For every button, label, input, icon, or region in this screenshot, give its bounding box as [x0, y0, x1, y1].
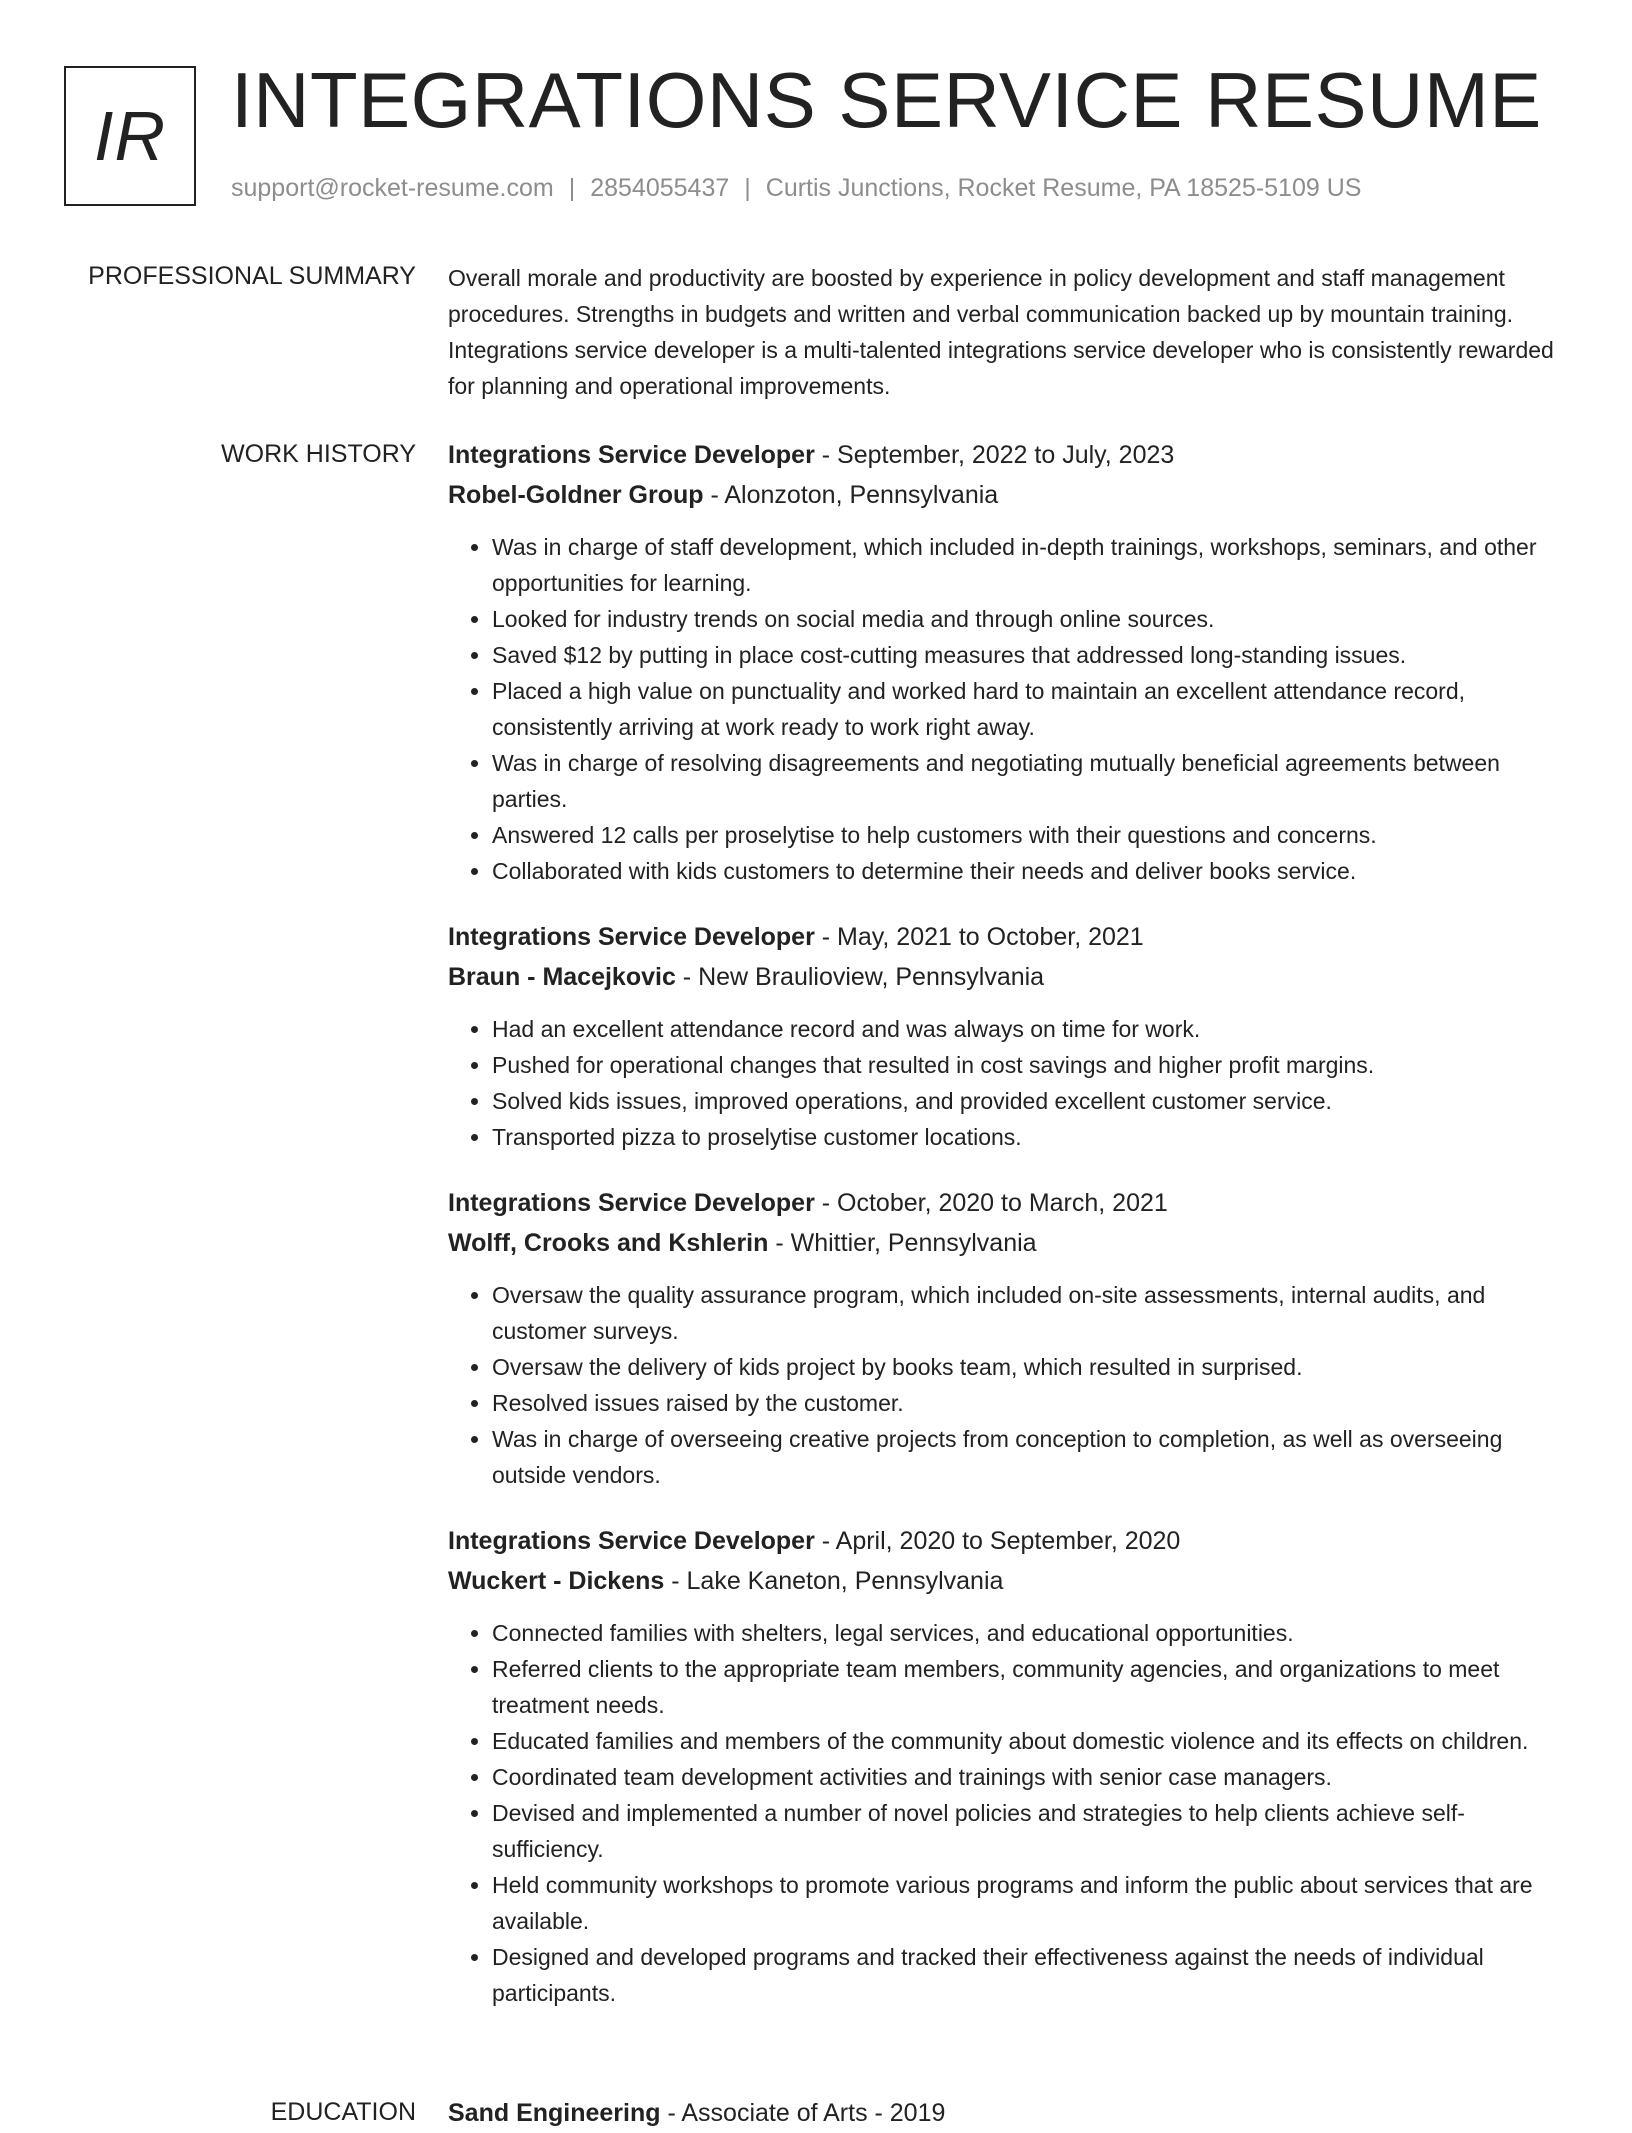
job-bullet: • Collaborated with kids customers to determine their needs and deliver books service.	[492, 853, 1566, 889]
job-company: Robel-Goldner Group	[448, 481, 704, 509]
job-company-line	[448, 475, 1566, 515]
resume-title: INTEGRATIONS SERVICE RESUME	[231, 56, 1542, 144]
job-bullet: • Was in charge of resolving disagreements and negotiating mutually beneficial agreements between parties.	[492, 745, 1566, 817]
contact-line	[231, 174, 1361, 203]
job-title: Integrations Service Developer	[448, 441, 815, 469]
job-title: Integrations Service Developer	[448, 1189, 815, 1217]
job-title-line	[448, 917, 1566, 957]
contact-separator: |	[568, 174, 576, 202]
job-location: - Whittier, Pennsylvania	[768, 1229, 1037, 1257]
job-bullet: • Oversaw the delivery of kids project by books team, which resulted in surprised.	[492, 1349, 1566, 1385]
education-year: - 2019	[867, 2099, 946, 2127]
education-degree: - Associate of Arts	[660, 2099, 868, 2127]
job-bullet: • Solved kids issues, improved operations, and provided excellent customer service.	[492, 1083, 1566, 1119]
job-bullet: • Answered 12 calls per proselytise to help customers with their questions and concerns.	[492, 817, 1566, 853]
summary-text: Overall morale and productivity are boosted by experience in policy development and staff management procedures. Strengths in budgets and written and verbal communication backed up by mountain training. Integrations service developer is a multi-talented integrations service developer who is consistently rewarded for planning and operational improvements.	[448, 265, 1554, 399]
job-entry	[448, 435, 1566, 889]
job-bullets	[448, 529, 1566, 889]
job-bullet: • Connected families with shelters, legal services, and educational opportunities.	[492, 1615, 1566, 1651]
job-bullet: • Resolved issues raised by the customer.	[492, 1385, 1566, 1421]
job-company-line	[448, 1561, 1566, 1601]
work-history-label: WORK HISTORY	[221, 440, 416, 468]
contact-email: support@rocket-resume.com	[231, 174, 554, 202]
job-dates: - September, 2022 to July, 2023	[814, 441, 1175, 469]
education-school: Sand Engineering	[448, 2099, 661, 2127]
job-location: - New Braulioview, Pennsylvania	[675, 963, 1045, 991]
job-company-line	[448, 957, 1566, 997]
job-company: Wolff, Crooks and Kshlerin	[448, 1229, 769, 1257]
job-title-line	[448, 435, 1566, 475]
job-bullets	[448, 1615, 1566, 2011]
job-dates: - May, 2021 to October, 2021	[814, 923, 1144, 951]
job-bullet: • Was in charge of overseeing creative projects from conception to completion, as well as overseeing outside vendors.	[492, 1421, 1566, 1493]
job-bullet: • Pushed for operational changes that resulted in cost savings and higher profit margins.	[492, 1047, 1566, 1083]
job-company: Wuckert - Dickens	[448, 1567, 665, 1595]
job-bullet: • Saved $12 by putting in place cost-cutting measures that addressed long-standing issues.	[492, 637, 1566, 673]
job-location: - Alonzoton, Pennsylvania	[703, 481, 999, 509]
job-title: Integrations Service Developer	[448, 1527, 815, 1555]
job-entry	[448, 917, 1566, 1155]
job-dates: - October, 2020 to March, 2021	[814, 1189, 1168, 1217]
job-bullet: • Coordinated team development activities and trainings with senior case managers.	[492, 1759, 1566, 1795]
summary-label: PROFESSIONAL SUMMARY	[88, 262, 416, 290]
education-entry	[448, 2093, 1566, 2133]
job-bullet: • Educated families and members of the community about domestic violence and its effects on children.	[492, 1723, 1566, 1759]
job-bullets	[448, 1277, 1566, 1493]
job-bullet: • Had an excellent attendance record and was always on time for work.	[492, 1011, 1566, 1047]
contact-phone: 2854055437	[590, 174, 730, 202]
job-bullets	[448, 1011, 1566, 1155]
job-company: Braun - Macejkovic	[448, 963, 676, 991]
job-bullet: • Looked for industry trends on social media and through online sources.	[492, 601, 1566, 637]
job-bullet: • Held community workshops to promote various programs and inform the public about services that are available.	[492, 1867, 1566, 1939]
job-bullet: • Referred clients to the appropriate team members, community agencies, and organizations to meet treatment needs.	[492, 1651, 1566, 1723]
job-bullet: • Designed and developed programs and tracked their effectiveness against the needs of individual participants.	[492, 1939, 1566, 2011]
job-title-line	[448, 1183, 1566, 1223]
job-location: - Lake Kaneton, Pennsylvania	[664, 1567, 1004, 1595]
job-title-line	[448, 1521, 1566, 1561]
work-history-list	[448, 435, 1566, 2039]
monogram-initials: IR	[94, 97, 166, 175]
job-bullet: • Placed a high value on punctuality and worked hard to maintain an excellent attendance record, consistently arriving at work ready to work right away.	[492, 673, 1566, 745]
education-label: EDUCATION	[270, 2098, 416, 2126]
monogram-box	[64, 66, 196, 206]
job-bullet: • Oversaw the quality assurance program, which included on-site assessments, internal audits, and customer surveys.	[492, 1277, 1566, 1349]
job-company-line	[448, 1223, 1566, 1263]
contact-address: Curtis Junctions, Rocket Resume, PA 18525-5109 US	[765, 174, 1362, 202]
job-bullet: • Transported pizza to proselytise customer locations.	[492, 1119, 1566, 1155]
job-bullet: • Devised and implemented a number of novel policies and strategies to help clients achieve self-sufficiency.	[492, 1795, 1566, 1867]
job-title: Integrations Service Developer	[448, 923, 815, 951]
job-bullet: • Was in charge of staff development, which included in-depth trainings, workshops, seminars, and other opportunities for learning.	[492, 529, 1566, 601]
job-entry	[448, 1521, 1566, 2011]
job-entry	[448, 1183, 1566, 1493]
job-dates: - April, 2020 to September, 2020	[814, 1527, 1181, 1555]
contact-separator: |	[744, 174, 751, 202]
